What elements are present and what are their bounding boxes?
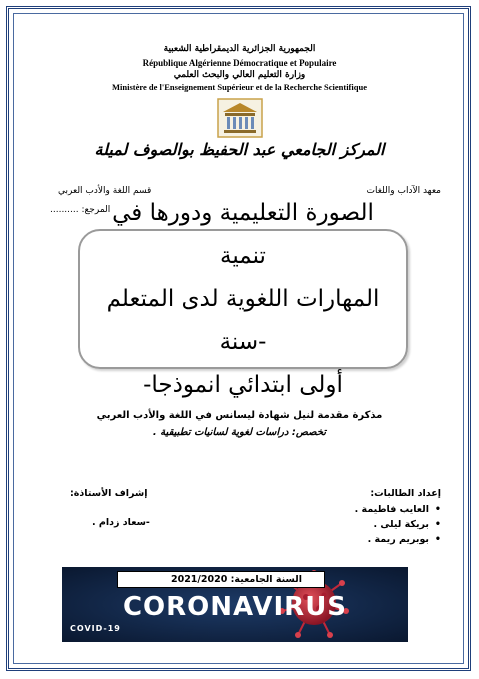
bullet-icon: • (434, 534, 441, 545)
bullet-icon: • (434, 504, 441, 515)
department-label: قسم اللغة والأدب العربي (58, 186, 152, 196)
student-name: العايب فاطيمة . (354, 504, 429, 515)
coronavirus-text: CORONAVIRUS (122, 592, 348, 622)
header-republic-ar: الجمهورية الجزائرية الديمقراطية الشعبية (163, 44, 316, 54)
bullet-icon: • (434, 519, 441, 530)
memo-description: مذكرة مقدمة لنيل شهادة ليسانس في اللغة والأدب العربي (96, 410, 383, 421)
university-emblem-icon (217, 98, 263, 138)
header-ministry-ar: وزارة التعليم العالي والبحث العلمي (173, 70, 306, 80)
university-center-name: المركز الجامعي عبد الحفيظ بوالصوف لميلة (94, 140, 385, 159)
student-name: بريكة ليلى . (373, 519, 429, 530)
thesis-title-line: أولى ابتدائي انموذجا- (143, 371, 343, 398)
students-heading: إعداد الطالبات: (370, 488, 441, 499)
list-item (355, 532, 441, 547)
header-republic-fr: République Algérienne Démocratique et Populaire (142, 58, 337, 68)
covid-19-text: COVID-19 (70, 624, 121, 633)
specialty-label: تخصص: دراسات لغوية لسانيات تطبيقية . (152, 427, 327, 438)
student-name: بوبريم ريمة . (367, 534, 429, 545)
thesis-title-line: المهارات اللغوية لدى المتعلم -سنة (106, 285, 380, 355)
supervisor-heading: إشراف الأستاذة: (70, 488, 148, 499)
reference-label: المرجع: .......... (50, 205, 111, 215)
institute-label: معهد الآداب واللغات (366, 186, 441, 196)
academic-year: السنة الجامعية: 2021/2020 (117, 571, 325, 588)
header-ministry-fr: Ministère de l'Enseignement Supérieur et de la Recherche Scientifique (112, 82, 367, 92)
list-item (354, 502, 441, 517)
students-list (355, 502, 441, 547)
list-item (355, 517, 441, 532)
thesis-title-line: الصورة التعليمية ودورها في تنمية (112, 199, 374, 269)
thesis-title (80, 192, 406, 407)
supervisor-name: -سعاد زدام . (92, 517, 150, 528)
